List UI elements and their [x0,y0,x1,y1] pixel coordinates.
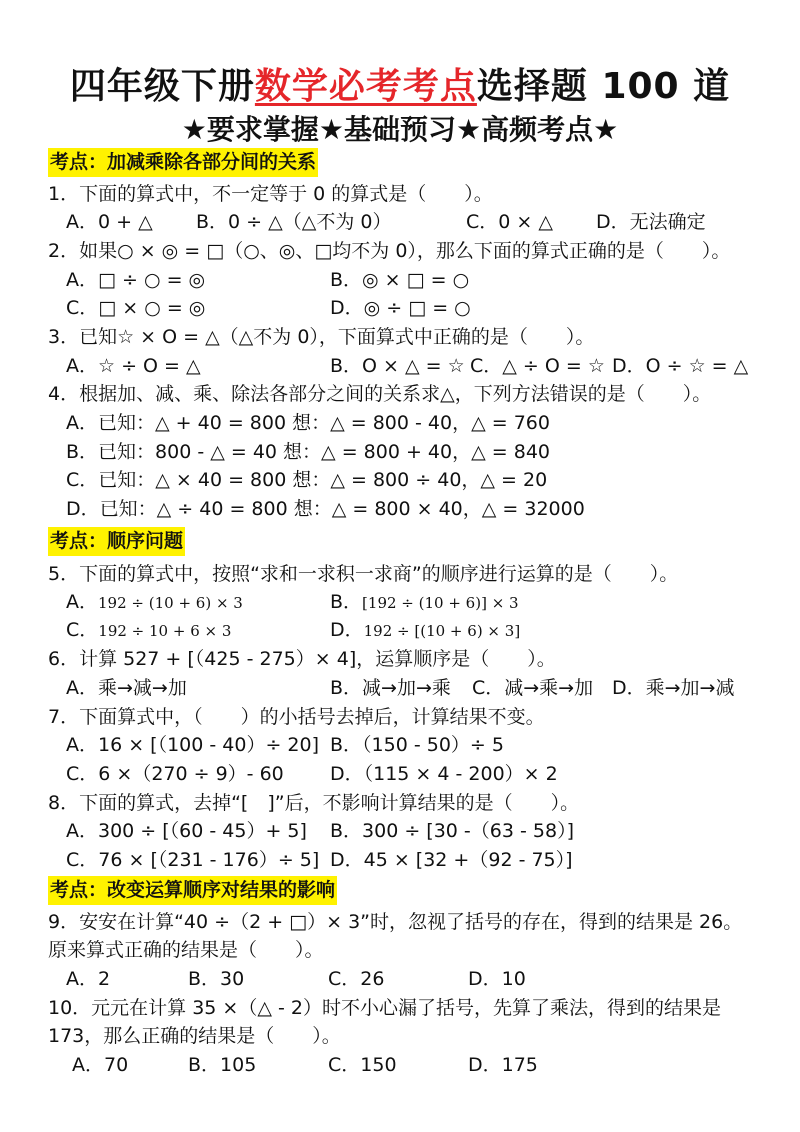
q3-option-c: C．△ ÷ O = ☆ [470,355,605,377]
q10-option-b: B．105 [188,1054,257,1076]
question-10-stem-line-1: 10．元元在计算 35 ×（△ - 2）时不小心漏了括号，先算了乘法，得到的结果是 [48,997,721,1019]
q10-option-a: A．70 [72,1054,129,1076]
q1-option-d: D．无法确定 [596,211,706,233]
q6-option-c: C．减→乘→加 [472,677,594,699]
q5-option-a-label: A． [66,591,98,613]
question-10-stem-line-2: 173，那么正确的结果是（ ）。 [48,1025,341,1047]
q4-option-d: D．已知：△ ÷ 40 = 800 想：△ = 800 × 40，△ = 32000 [66,498,585,520]
question-1-stem: 1．下面的算式中，不一定等于 0 的算式是（ ）。 [48,183,493,205]
question-7-stem: 7．下面算式中，（ ）的小括号去掉后，计算结果不变。 [48,706,545,728]
q2-option-c: C．□ × ○ = ◎ [66,297,206,319]
q2-option-b: B．◎ × □ = ○ [330,269,470,291]
section-heading-relations: 考点：加减乘除各部分间的关系 [48,148,318,177]
q4-option-b: B．已知：800 - △ = 40 想：△ = 800 + 40，△ = 840 [66,441,550,463]
q7-option-a: A．16 × [（100 - 40）÷ 20] [66,734,320,756]
q4-option-c: C．已知：△ × 40 = 800 想：△ = 800 ÷ 40，△ = 20 [66,469,548,491]
q3-option-a: A．☆ ÷ O = △ [66,355,201,377]
q6-option-b: B．减→加→乘 [330,677,451,699]
q1-option-a: A．0 + △ [66,211,153,233]
q5-option-d-expression: 192 ÷ [(10 + 6) × 3] [363,622,521,640]
q2-option-a: A．□ ÷ ○ = ◎ [66,269,206,291]
question-2-stem: 2．如果○ × ◎ = □（○、◎、□均不为 0），那么下面的算式正确的是（ ）。 [48,240,731,262]
q5-option-d-label: D． [330,619,364,641]
question-9-stem-line-1: 9．安安在计算“40 ÷（2 + □）× 3”时，忽视了括号的存在，得到的结果是 26。 [48,911,743,933]
q5-option-c-expression: 192 ÷ 10 + 6 × 3 [98,622,232,640]
q9-option-a: A．2 [66,968,111,990]
q5-option-a [66,589,243,616]
q8-option-d: D．45 × [32 +（92 - 75）] [330,849,573,871]
q3-option-b: B．O × △ = ☆ [330,355,465,377]
title-highlight: 数学必考考点 [254,66,477,107]
q3-option-d: D．O ÷ ☆ = △ [612,355,749,377]
q4-option-a: A．已知：△ + 40 = 800 想：△ = 800 - 40，△ = 760 [66,412,550,434]
q5-option-a-expression: 192 ÷ (10 + 6) × 3 [98,594,243,612]
page-title [0,58,800,109]
question-4-stem: 4．根据加、减、乘、除法各部分之间的关系求△，下列方法错误的是（ ）。 [48,383,712,405]
q6-option-a: A．乘→减→加 [66,677,187,699]
page-subtitle: ★要求掌握★基础预习★高频考点★ [181,113,619,146]
q9-option-b: B．30 [188,968,245,990]
q5-option-d [330,617,520,644]
q7-option-c: C．6 ×（270 ÷ 9）- 60 [66,763,284,785]
q5-option-c [66,617,231,644]
q10-option-d: D．175 [468,1054,538,1076]
question-6-stem: 6．计算 527 + [（425 - 275）× 4]，运算顺序是（ ）。 [48,648,556,670]
q5-option-c-label: C． [66,619,99,641]
q2-option-d: D．◎ ÷ □ = ○ [330,297,471,319]
q5-option-b [330,589,519,616]
q8-option-c: C．76 × [（231 - 176）÷ 5] [66,849,320,871]
section-heading-order: 考点：顺序问题 [48,527,185,556]
q1-option-b: B．0 ÷ △（△不为 0） [196,211,392,233]
section-heading-order-change: 考点：改变运算顺序对结果的影响 [48,876,337,905]
question-5-stem: 5．下面的算式中，按照“求和一求积一求商”的顺序进行运算的是（ ）。 [48,563,679,585]
question-9-stem-line-2: 原来算式正确的结果是（ ）。 [48,939,324,961]
q7-option-b: B．（150 - 50）÷ 5 [330,734,504,756]
q7-option-d: D．（115 × 4 - 200）× 2 [330,763,558,785]
q9-option-c: C．26 [328,968,385,990]
q5-option-b-expression: [192 ÷ (10 + 6)] × 3 [362,594,519,612]
question-3-stem: 3．已知☆ × O = △（△不为 0），下面算式中正确的是（ ）。 [48,326,595,348]
q8-option-b: B．300 ÷ [30 -（63 - 58）] [330,820,574,842]
q8-option-a: A．300 ÷ [（60 - 45）+ 5] [66,820,307,842]
title-post: 选择题 100 道 [476,66,731,107]
q6-option-d: D．乘→加→减 [612,677,735,699]
question-8-stem: 8．下面的算式，去掉“[ ]”后，不影响计算结果的是（ ）。 [48,792,580,814]
q9-option-d: D．10 [468,968,526,990]
q10-option-c: C．150 [328,1054,397,1076]
q1-option-c: C．0 × △ [466,211,553,233]
title-pre: 四年级下册 [69,66,255,107]
q5-option-b-label: B． [330,591,363,613]
